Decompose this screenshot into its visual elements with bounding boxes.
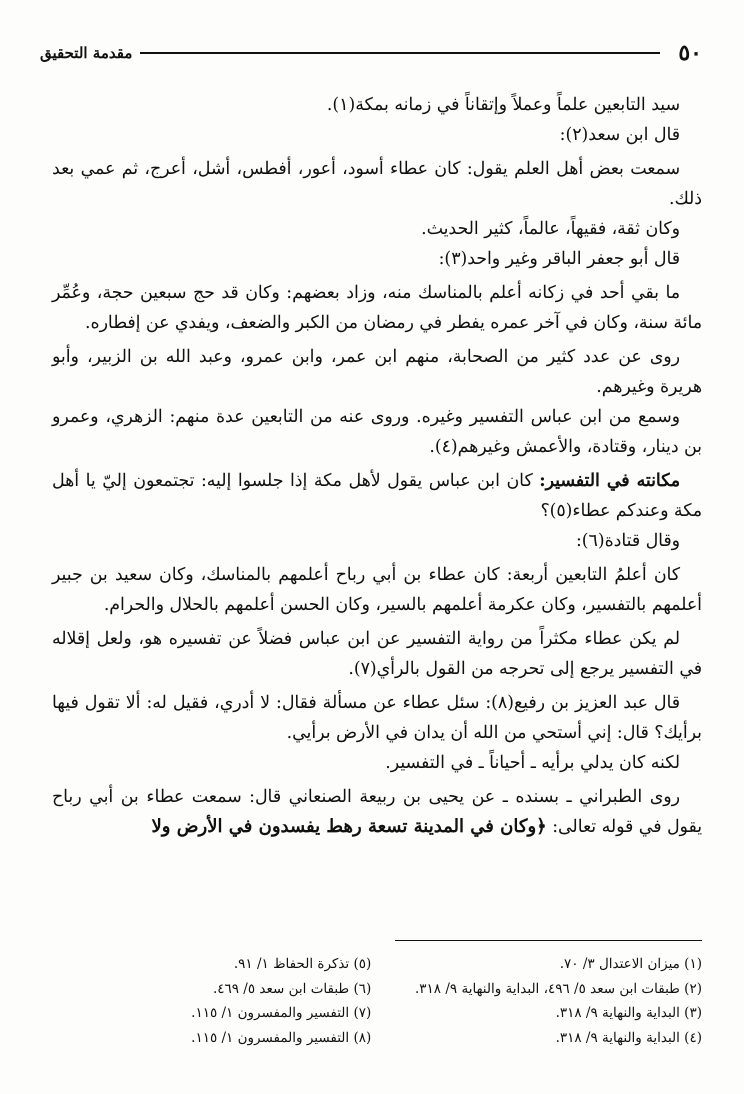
text-line: لم يكن عطاء مكثراً من رواية التفسير عن ابن عباس فضلاً عن تفسيره هو، ولعل: [96, 629, 680, 649]
text-line: وكان ثقة، فقيهاً، عالماً، كثير الحديث.: [421, 219, 680, 239]
text-line: قال أبو جعفر الباقر وغير واحد(٣):: [438, 249, 680, 269]
text-line: عن إفطاره.: [85, 313, 170, 333]
paragraph: [52, 624, 702, 684]
text-line: قال عبد العزيز بن رفيع(٨): سئل عطاء عن مسألة فقال: لا أدري، فقيل له: ألا: [125, 693, 680, 713]
footnote-separator: [395, 940, 702, 941]
header-title: مقدمة التحقيق: [40, 44, 133, 62]
paragraph: [52, 560, 702, 620]
text-line: كان ابن عباس يقول لأهل مكة إذا جلسوا إليه: تجتمعون إليّ يا: [85, 471, 540, 491]
text-line: وسمع من ابن عباس التفسير وغيره. وروى عنه من التابعين عدة منهم: الزهري،: [105, 407, 680, 427]
footnote: (٢) طبقات ابن سعد ٥/ ٤٩٦، البداية والنهاية ٩/ ٣١٨.: [415, 980, 702, 997]
paragraph: [52, 342, 702, 402]
text-line: لكنه كان يدلي برأيه ـ أحياناً ـ في التفسير.: [385, 753, 680, 773]
footnote-row: [78, 977, 702, 1002]
paragraph: [52, 688, 702, 748]
footnotes: [78, 952, 702, 1050]
text-line: وأبو هريرة وغيرهم.: [52, 347, 702, 397]
text-line: روى عن عدد كثير من الصحابة، منهم ابن عمر، وابن عمرو، وعبد الله بن الزبير،: [86, 347, 680, 367]
footnote-row: [78, 1001, 702, 1026]
paragraph: [52, 526, 702, 556]
text-line: إقلاله في التفسير يرجع إلى تحرجه من القول بالرأي(٧).: [52, 629, 702, 679]
text-line: حجة، وعُمِّر مائة سنة، وكان في آخر عمره يفطر في رمضان من الكبر والضعف، ويفدي: [52, 283, 702, 333]
footnote-row: [78, 1026, 702, 1051]
footnote: (٣) البداية والنهاية ٩/ ٣١٨.: [555, 1005, 702, 1021]
text-line: جبير أعلمهم بالتفسير، وكان عكرمة أعلمهم بالسير، وكان الحسن أعلمهم بالحلال: [52, 565, 702, 615]
quran-verse: ﴿وكان في المدينة تسعة رهط يفسدون في الأرض ولا: [151, 816, 547, 837]
text-line: روى الطبراني ـ بسنده ـ عن يحيى بن ربيعة الصنعاني قال: سمعت عطاء بن أبي: [89, 787, 680, 807]
text-line: قال ابن سعد(٢):: [559, 125, 680, 145]
text-line: وعمرو بن دينار، وقتادة، والأعمش وغيرهم(٤).: [52, 407, 702, 457]
text-line: كان أعلمُ التابعين أربعة: كان عطاء بن أبي رباح أعلمهم بالمناسك، وكان سعيد بن: [89, 565, 680, 585]
text-line: ما بقي أحد في زكانه أعلم بالمناسك منه، وزاد بعضهم: وكان قد حج سبعين: [139, 283, 681, 303]
footnote-row: [78, 952, 702, 977]
text-line: عمي بعد ذلك.: [52, 159, 702, 209]
paragraph: [52, 214, 702, 244]
footnote: (٨) التفسير والمفسرون ١/ ١١٥.: [191, 1029, 372, 1046]
paragraph: [52, 154, 702, 214]
paragraph: [52, 402, 702, 462]
paragraph: [52, 120, 702, 150]
page-number: ٥٠: [678, 40, 702, 66]
text-line: سمعت بعض أهل العلم يقول: كان عطاء أسود، أعور، أفطس، أشل، أعرج، ثم: [121, 159, 681, 179]
paragraph: [52, 748, 702, 778]
text-line: والحرام.: [103, 595, 164, 615]
paragraph: [52, 782, 702, 842]
text-line: تقول فيها برأيك؟ قال: إني أستحي من الله أن يدان في الأرض برأيي.: [52, 693, 702, 743]
footnote: (٦) طبقات ابن سعد ٥/ ٤٦٩.: [212, 980, 372, 997]
footnote: (٤) البداية والنهاية ٩/ ٣١٨.: [555, 1029, 702, 1046]
paragraph: [52, 466, 702, 526]
text-line: سيد التابعين علماً وعملاً وإتقاناً في زمانه بمكة(١).: [326, 95, 680, 115]
text-line: وقال قتادة(٦):: [575, 531, 680, 551]
main-text: [52, 90, 702, 842]
header-rule: [140, 52, 660, 54]
paragraph: [52, 278, 702, 338]
text-line: أهل مكة وعندكم عطاء(٥)؟: [52, 471, 702, 521]
footnote: (١) ميزان الاعتدال ٣/ ٧٠.: [559, 956, 702, 972]
footnote: (٧) التفسير والمفسرون ١/ ١١٥.: [191, 1005, 372, 1021]
paragraph: [52, 90, 702, 120]
running-header: [40, 36, 702, 70]
text-line: رباح يقول في قوله تعالى:: [52, 787, 702, 837]
section-lead: مكانته في التفسير:: [539, 471, 680, 491]
footnote: (٥) تذكرة الحفاظ ١/ ٩١.: [233, 956, 372, 972]
paragraph: [52, 244, 702, 274]
